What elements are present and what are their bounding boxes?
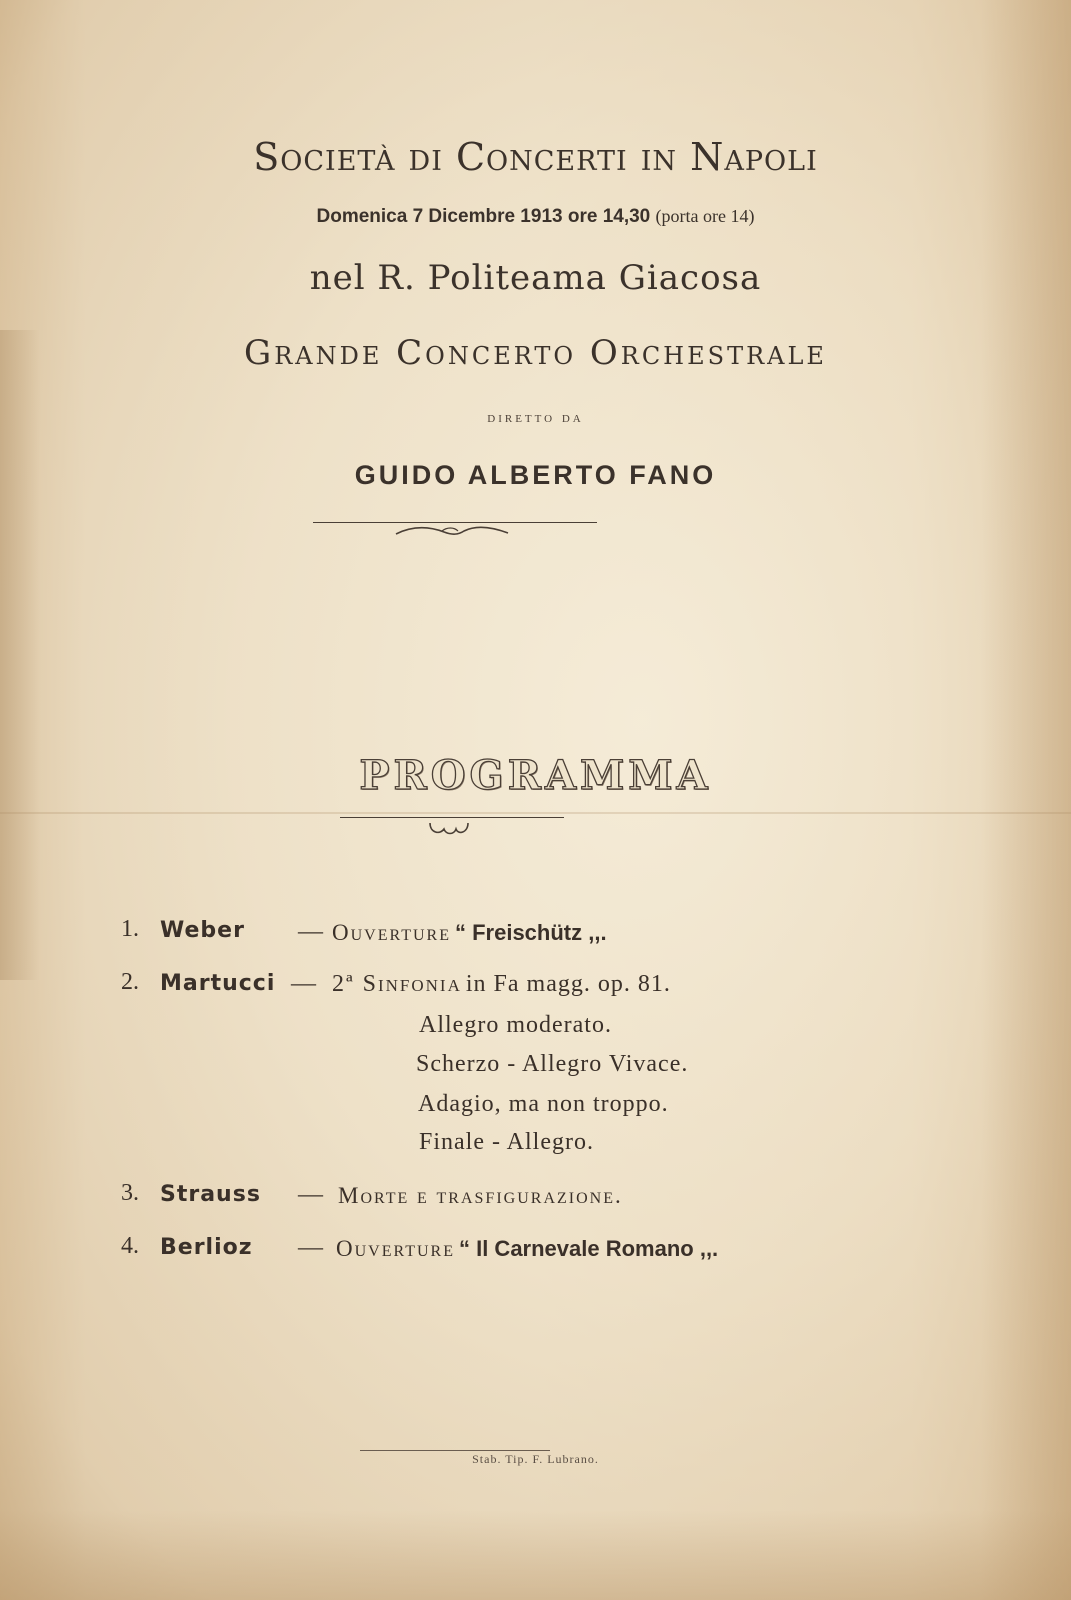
- work-name: “ Freischütz ,,.: [454, 920, 607, 945]
- dash: —: [298, 1181, 323, 1208]
- item-number: 2.: [121, 969, 139, 995]
- item-number: 3.: [121, 1180, 139, 1206]
- printer-imprint: Stab. Tip. F. Lubrano.: [472, 1452, 599, 1466]
- composer-name: Berlioz: [160, 1235, 253, 1260]
- composer-name: Martucci: [160, 971, 276, 996]
- society-name: Società di Concerti in Napoli: [253, 135, 818, 179]
- work-type: 2ª Sinfonia: [332, 971, 462, 997]
- movement: Finale - Allegro.: [419, 1129, 594, 1155]
- item-number: 1.: [121, 916, 139, 942]
- work-name: “ Il Carnevale Romano ,,.: [458, 1236, 719, 1261]
- movement: Scherzo - Allegro Vivace.: [416, 1051, 689, 1077]
- work-title: [332, 971, 671, 998]
- item-number: 4.: [121, 1233, 139, 1259]
- work-type: Ouverture: [336, 1236, 455, 1261]
- work-type: Ouverture: [332, 920, 451, 945]
- movement: Allegro moderato.: [419, 1012, 612, 1038]
- composer-name: Strauss: [160, 1182, 261, 1207]
- work-title: [338, 1183, 623, 1209]
- dash: —: [298, 918, 323, 945]
- work-title: [336, 1236, 718, 1262]
- work-title: [332, 920, 607, 946]
- work-name: in Fa magg. op. 81.: [465, 971, 671, 997]
- movement: Adagio, ma non troppo.: [418, 1091, 669, 1117]
- directed-by-label: diretto da: [487, 410, 584, 426]
- conductor-name: GUIDO ALBERTO FANO: [354, 460, 717, 490]
- dash: —: [291, 970, 316, 997]
- dash: —: [298, 1234, 323, 1261]
- footer-divider: [360, 1450, 550, 1451]
- venue: nel R. Politeama Giacosa: [309, 258, 762, 298]
- concert-title: Grande Concerto Orchestrale: [244, 333, 827, 373]
- concert-date: Domenica 7 Dicembre 1913 ore 14,30: [316, 206, 651, 227]
- program-heading: PROGRAMMA: [359, 752, 712, 799]
- door-time: (porta ore 14): [655, 206, 755, 226]
- composer-name: Weber: [160, 918, 245, 943]
- work-type: Morte e trasfigurazione.: [338, 1183, 623, 1208]
